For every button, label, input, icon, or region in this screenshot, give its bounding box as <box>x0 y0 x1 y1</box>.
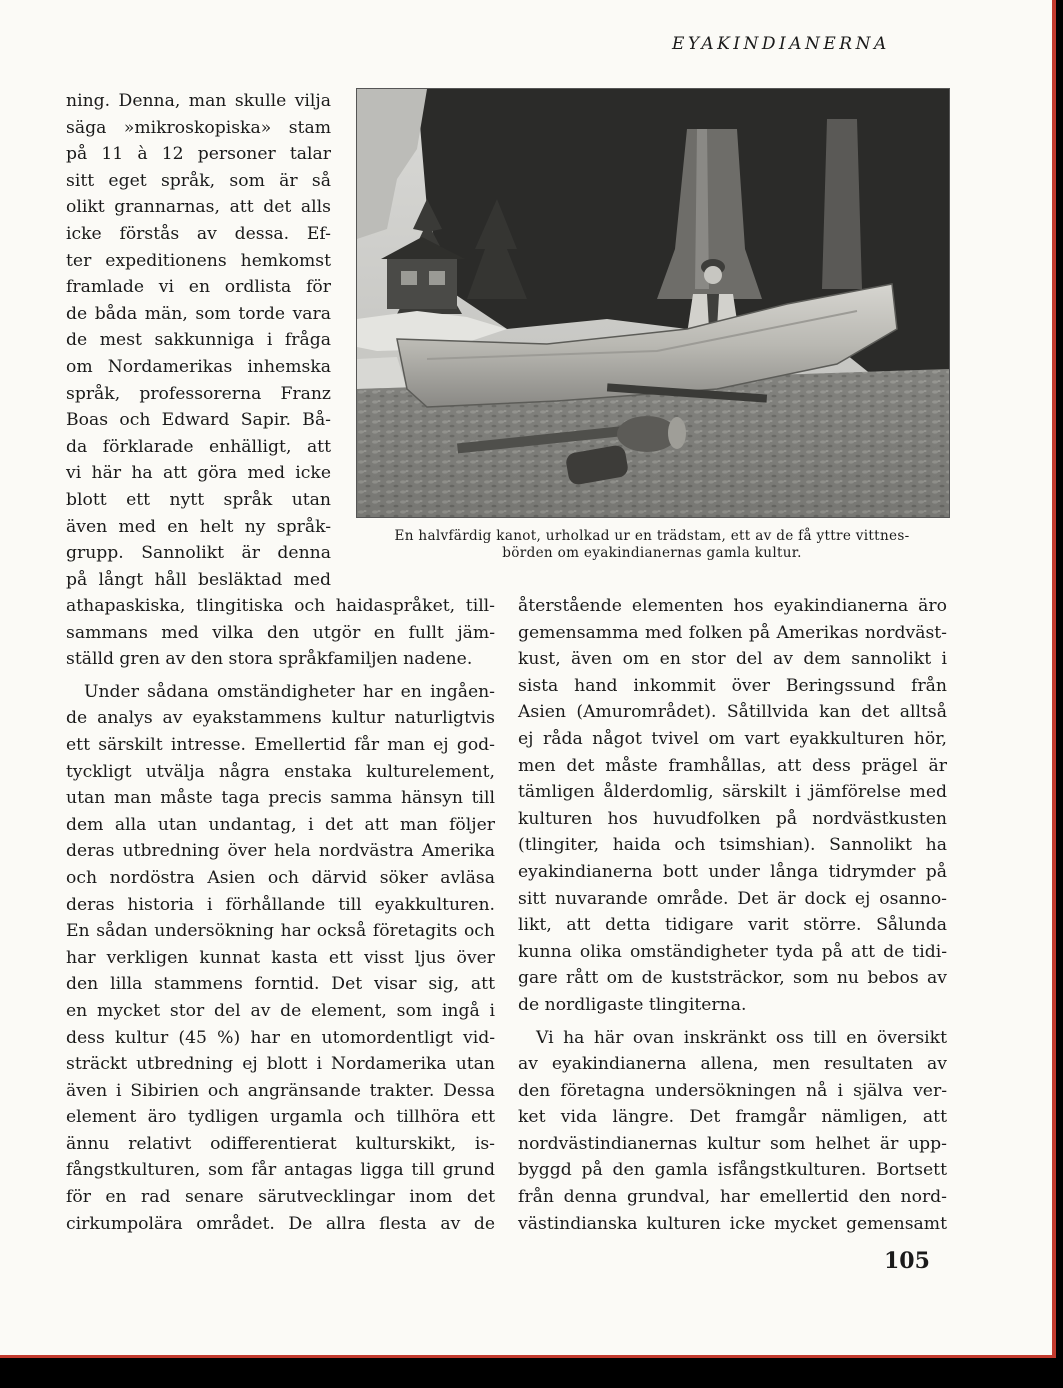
text-line: cirkumpolära området. De allra flesta av de <box>66 1213 495 1234</box>
text-line: ter expeditionens hemkomst <box>66 250 331 271</box>
text-line: likt, att detta tidigare varit större. Sålunda <box>518 915 947 936</box>
caption-line: börden om eyakindianernas gamla kultur. <box>502 545 802 561</box>
left-column-narrow <box>66 88 331 593</box>
text-line: vi här ha att göra med icke <box>66 463 331 484</box>
text-line: sträckt utbredning ej blott i Nordamerika utan <box>66 1054 495 1075</box>
text-line: tämligen ålderdomlig, särskilt i jämförelse med <box>518 782 947 803</box>
text-line: även med en helt ny språk- <box>66 516 331 537</box>
text-line: kunna olika omständigheter tyda på att de tidi- <box>518 941 947 962</box>
text-line: Under sådana omständigheter har en ingåen- <box>84 681 495 702</box>
text-line: på långt håll besläktad med <box>66 569 331 590</box>
text-line: deras historia i förhållande till eyakkulturen. <box>66 894 495 915</box>
right-column <box>518 593 947 1237</box>
text-line: byggd på den gamla isfångstkulturen. Bortsett <box>518 1160 947 1181</box>
text-line: ej råda något tvivel om vart eyakkulturen hör, <box>518 728 947 749</box>
text-line: även i Sibirien och angränsande trakter. Dessa <box>66 1080 495 1101</box>
text-line: icke förstås av dessa. Ef- <box>66 223 331 244</box>
text-line: nordvästindianernas kultur som helhet är upp- <box>518 1133 947 1154</box>
text-line: blott ett nytt språk utan <box>66 489 331 510</box>
text-line: kulturen hos huvudfolken på nordvästkusten <box>518 808 947 829</box>
text-line: da förklarade enhälligt, att <box>66 436 331 457</box>
text-line: grupp. Sannolikt är denna <box>66 543 331 564</box>
text-line: den lilla stammens forntid. Det visar sig, att <box>66 974 495 995</box>
text-line: Boas och Edward Sapir. Bå- <box>66 410 331 431</box>
text-line: fångstkulturen, som får antagas ligga till grund <box>66 1160 495 1181</box>
text-line: de analys av eyakstammens kultur naturligtvis <box>66 708 495 729</box>
text-line: framlade vi en ordlista för <box>66 277 331 298</box>
text-line: dem alla utan undantag, i det att man följer <box>66 814 495 835</box>
running-head: EYAKINDIANERNA <box>672 34 890 54</box>
text-line: återstående elementen hos eyakindianerna äro <box>518 596 947 616</box>
text-line: på 11 à 12 personer talar <box>66 144 331 165</box>
text-line: kust, även om en stor del av dem sannolikt i <box>518 649 947 670</box>
text-line: (tlingiter, haida och tsimshian). Sannolikt ha <box>518 835 947 856</box>
text-line: ett särskilt intresse. Emellertid får man ej god- <box>66 734 495 755</box>
text-line: gemensamma med folken på Amerikas nordväst- <box>518 622 947 643</box>
text-line: sitt nuvarande område. Det är dock ej osanno- <box>518 888 947 909</box>
text-line: de båda män, som torde vara <box>66 303 331 324</box>
text-line: athapaskiska, tlingitiska och haidaspråket, till- <box>66 596 495 616</box>
text-line: av eyakindianerna allena, men resultaten av <box>518 1054 947 1075</box>
text-line: om Nordamerikas inhemska <box>66 356 331 377</box>
text-line: de mest sakkunniga i fråga <box>66 330 331 351</box>
text-line: de nordligaste tlingiterna. <box>518 994 747 1015</box>
text-line: har verkligen kunnat kasta ett visst ljus över <box>66 947 495 968</box>
text-line: språk, professorerna Franz <box>66 383 331 404</box>
text-line: för en rad senare särutvecklingar inom det <box>66 1187 495 1208</box>
text-line: västindianska kulturen icke mycket gemensamt <box>518 1213 947 1234</box>
text-line: från denna grundval, har emellertid den nord- <box>518 1187 947 1208</box>
text-line: deras utbredning över hela nordvästra Amerika <box>66 841 495 862</box>
left-column-main <box>66 593 495 1237</box>
text-line: sammans med vilka den utgör en fullt jäm- <box>66 622 495 643</box>
text-line: tyckligt utvälja några enstaka kulturelement, <box>66 761 495 782</box>
text-line: olikt grannarnas, att det alls <box>66 197 331 218</box>
text-line: säga »mikroskopiska» stam <box>66 117 331 138</box>
text-line: ställd gren av den stora språkfamiljen nadene. <box>66 649 473 670</box>
text-line: ning. Denna, man skulle vilja <box>66 91 331 111</box>
figure-caption <box>356 528 948 562</box>
text-line: element äro tydligen urgamla och tillhöra ett <box>66 1107 495 1128</box>
text-line: en mycket stor del av de element, som ingå i <box>66 1000 495 1021</box>
caption-line: En halvfärdig kanot, urholkad ur en trädstam, ett av de få yttre vittnes- <box>394 528 910 544</box>
text-line: och nordöstra Asien och därvid söker avläsa <box>66 867 495 888</box>
text-line: dess kultur (45 %) har en utomordentligt vid- <box>66 1027 495 1048</box>
text-line: sitt eget språk, som är så <box>66 170 331 191</box>
page-number: 105 <box>884 1248 930 1274</box>
text-line: ket vida längre. Det framgår nämligen, att <box>518 1107 947 1128</box>
text-line: Asien (Amurområdet). Såtillvida kan det alltså <box>518 702 947 723</box>
text-line: En sådan undersökning har också företagits och <box>66 921 495 942</box>
text-line: Vi ha här ovan inskränkt oss till en översikt <box>536 1027 947 1048</box>
text-line: gare rått om de kuststräckor, som nu bebos av <box>518 968 947 989</box>
text-line: utan man måste taga precis samma hänsyn till <box>66 788 495 809</box>
text-line: sista hand inkommit över Beringssund från <box>518 675 947 696</box>
text-line: ännu relativt odifferentierat kulturskikt, is- <box>66 1133 495 1154</box>
canoe-photograph <box>356 88 950 518</box>
text-line: eyakindianerna bott under långa tidrymder på <box>518 861 947 882</box>
text-line: den företagna undersökningen nå i själva ver- <box>518 1080 947 1101</box>
text-line: men det måste framhållas, att dess prägel är <box>518 755 947 776</box>
